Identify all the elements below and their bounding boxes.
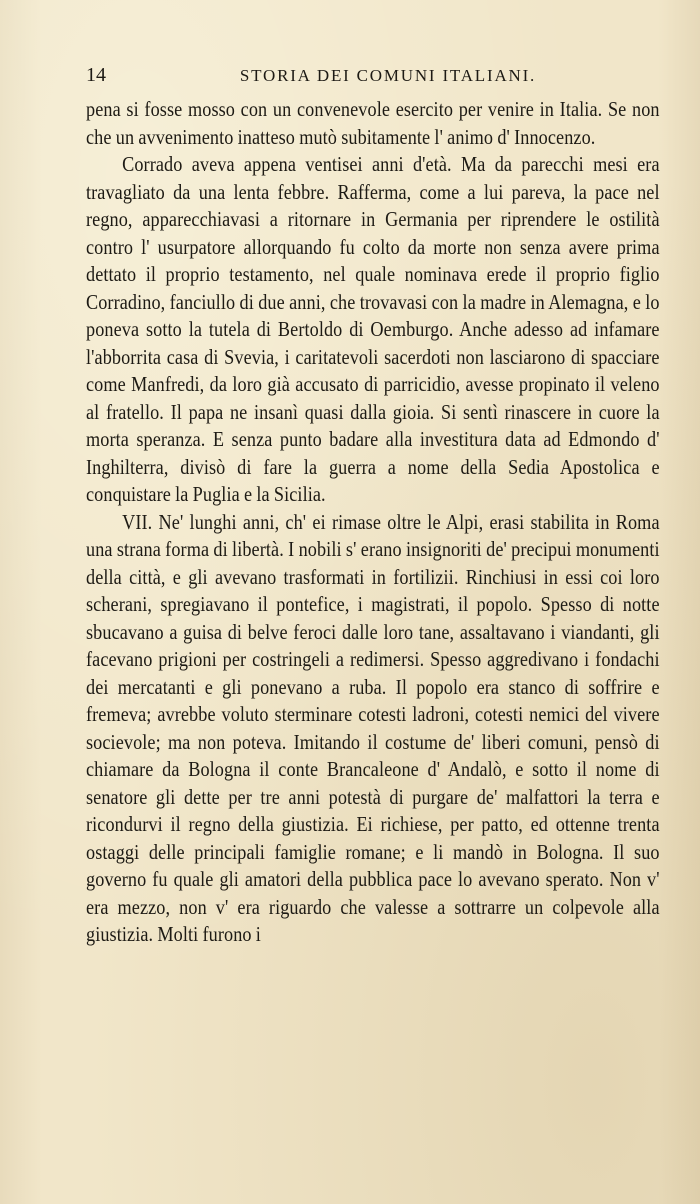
running-title: STORIA DEI COMUNI ITALIANI. bbox=[239, 66, 537, 85]
paragraph-corrado: Corrado aveva appena ventisei anni d'età. Ma da parecchi mesi era travagliato da una lenta febbre. Rafferma, come a lui pareva, la pace nel regno, apparecchiavasi a ritornare in Germania per riprendere le ostilità contro l' usurpatore allorquando fu colto da morte non senza avere prima dettato il proprio testamento, nel quale nominava erede il proprio figlio Corradino, fanciullo di due anni, che trovavasi con la madre in Alemagna, e lo poneva sotto la tutela di Bertoldo di Oemburgo. Anche adesso ad infamare l'abborrita casa di Svevia, i caritatevoli sacerdoti non lasciarono di spacciare come Manfredi, da loro già accusato di parricidio, avesse propinato il veleno al fratello. Il papa ne insanì quasi dalla gioia. Si sentì rinascere in cuore la morta speranza. E senza punto badare alla investitura data ad Edmondo d' Inghilterra, divisò di fare la guerra a nome della Sedia Apostolica e conquistare la Puglia e la Sicilia. bbox=[86, 152, 660, 506]
book-page bbox=[86, 60, 660, 949]
body-text bbox=[86, 96, 660, 949]
paragraph-section-vii: VII. Ne' lunghi anni, ch' ei rimase oltre le Alpi, erasi stabilita in Roma una strana forma di libertà. I nobili s' erano insignoriti de' precipui monumenti della città, e gli avevano trasformati in fortilizii. Rinchiusi in essi coi loro scherani, spregiavano il pontefice, i magistrati, il popolo. Spesso di notte sbucavano a guisa di belve feroci dalle loro tane, assaltavano i viandanti, gli facevano prigioni per costringeli a redimersi. Spesso aggredivano i fondachi dei mercatanti e gli ponevano a ruba. Il popolo era stanco di soffrire e fremeva; avrebbe voluto sterminare cotesti ladroni, cotesti nemici del vivere socievole; ma non poteva. Imitando il costume de' liberi comuni, pensò di chiamare da Bologna il conte Brancaleone d' Andalò, e sotto il nome di senatore gli dette per tre anni potestà di purgare de' malfattori la terra e ricondurvi il regno della giustizia. Ei richiese, per patto, ed ottenne trenta ostaggi delle principali famiglie romane; e li mandò in Bologna. Il suo governo fu quale gli amatori della pubblica pace lo avevano sperato. Non v' era mezzo, non v' era riguardo che valesse a sottrarre un colpevole alla giustizia. Molti furono i bbox=[86, 509, 660, 946]
running-head bbox=[86, 60, 660, 88]
page-number: 14 bbox=[86, 64, 106, 86]
paragraph-continuation: pena si fosse mosso con un convenevole esercito per venire in Italia. Se non che un avvenimento inatteso mutò subitamente l' animo d' Innocenzo. bbox=[86, 97, 660, 149]
